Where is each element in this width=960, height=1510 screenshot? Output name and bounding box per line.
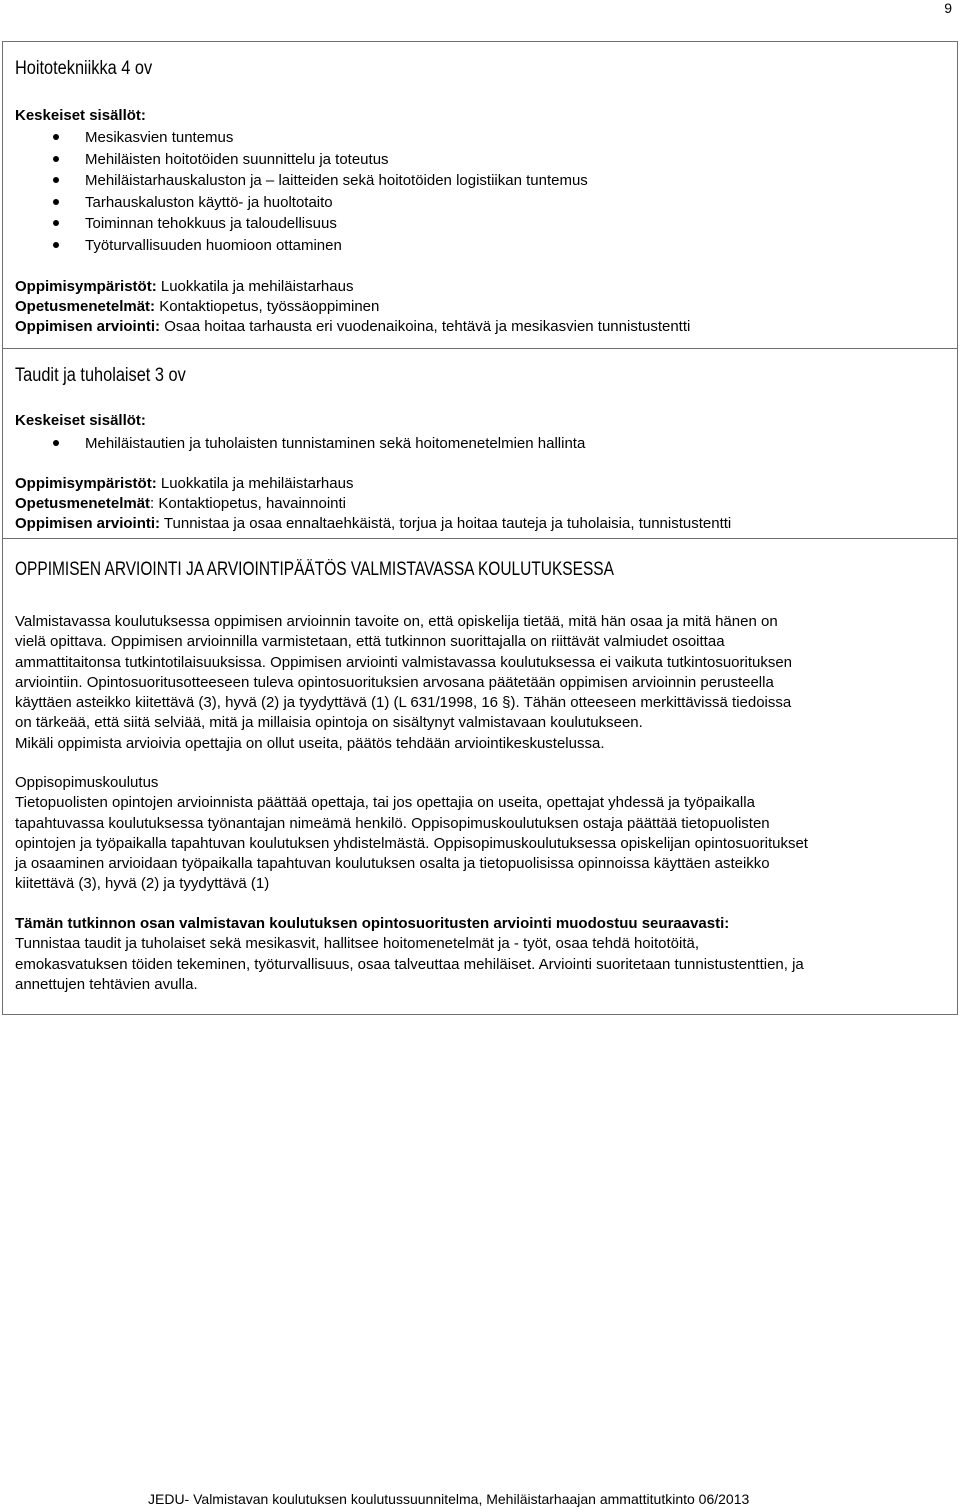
list-item: Mehiläisten hoitotöiden suunnittelu ja toteutus (3, 149, 588, 171)
content-frame (2, 41, 958, 1015)
bullet-icon (53, 199, 59, 205)
list-item: Toiminnan tehokkuus ja taloudellisuus (3, 213, 588, 235)
paragraph-heading: Tämän tutkinnon osan valmistavan koulutuksen opintosuoritusten arviointi muodostuu seuraavasti: (15, 915, 730, 932)
list-item: Työturvallisuuden huomioon ottaminen (3, 235, 588, 257)
page-footer: JEDU- Valmistavan koulutuksen koulutussuunnitelma, Mehiläistarhaajan ammattitutkinto 06/2013 (148, 1491, 750, 1507)
list-item: Mehiläistautien ja tuholaisten tunnistaminen sekä hoitomenetelmien hallinta (3, 433, 585, 455)
learning-environment: Oppimisympäristöt: Luokkatila ja mehiläistarhaus (15, 475, 354, 492)
bullet-icon (53, 440, 59, 446)
page-number: 9 (944, 0, 952, 16)
section-title: Taudit ja tuholaiset 3 ov (15, 365, 186, 386)
section-arviointi (3, 539, 957, 1014)
assessment: Oppimisen arviointi: Tunnistaa ja osaa ennaltaehkäistä, torjua ja hoitaa tauteja ja tuholaisia, tunnistustentti (15, 515, 732, 532)
contents-label: Keskeiset sisällöt: (15, 412, 146, 429)
assessment: Oppimisen arviointi: Osaa hoitaa tarhausta eri vuodenaikoina, tehtävä ja mesikasvien tunnistustentti (15, 318, 691, 335)
paragraph-heading: Oppisopimuskoulutus (15, 774, 159, 791)
bullet-icon (53, 242, 59, 248)
teaching-methods: Opetusmenetelmät: Kontaktiopetus, työssäoppiminen (15, 298, 380, 315)
contents-list (3, 433, 585, 455)
contents-label: Keskeiset sisällöt: (15, 107, 146, 124)
paragraph-grading: Tämän tutkinnon osan valmistavan koulutuksen opintosuoritusten arviointi muodostuu seuraavasti: Tunnistaa taudit ja tuholaiset sekä mesikasvit, hallitsee hoitomenetelmät ja - työt, osaa tehdä hoitotöitä, emokasvatuksen töiden tekeminen, työturvallisuus, osaa talveuttaa mehiläiset. Arviointi suoritetaan tunnistustenttien, ja annettujen tehtävien avulla. (15, 914, 949, 995)
section-taudit (3, 349, 957, 539)
contents-list (3, 127, 588, 256)
bullet-icon (53, 156, 59, 162)
list-item: Mesikasvien tuntemus (3, 127, 588, 149)
section-hoitotekniikka (3, 42, 957, 349)
list-item: Tarhauskaluston käyttö- ja huoltotaito (3, 192, 588, 214)
list-item: Mehiläistarhauskaluston ja – laitteiden sekä hoitotöiden logistiikan tuntemus (3, 170, 588, 192)
bullet-icon (53, 177, 59, 183)
teaching-methods: Opetusmenetelmät: Kontaktiopetus, havainnointi (15, 495, 347, 512)
paragraph-assessment-goal: Valmistavassa koulutuksessa oppimisen arvioinnin tavoite on, että opiskelija tietää, mitä hän osaa ja mitä hänen on vielä opittava. Oppimisen arvioinnilla varmistetaan, että tutkinnon suorittajalla on riittävät valmiudet osoittaa ammattitaitonsa tutkintotilaisuuksissa. Oppimisen arviointi valmistavassa koulutuksessa ei vaikuta tutkintosuorituksen arviointiin. Opintosuoritusotteeseen tuleva opintosuorituksien arvosana päätetään oppimisen arvioinnin perusteella käyttäen asteikko kiitettävä (3), hyvä (2) ja tyydyttävä (1) (L 631/1998, 16 §). Tähän otteeseen merkittävissä tiedoissa on tärkeää, että siitä selviää, mitä ja millaisia opintoja on sisältynyt valmistavaan koulutukseen. Mikäli oppimista arvioivia opettajia on ollut useita, päätös tehdään arviointikeskustelussa. (15, 613, 793, 752)
section-title: OPPIMISEN ARVIOINTI JA ARVIOINTIPÄÄTÖS VALMISTAVASSA KOULUTUKSESSA (15, 559, 614, 580)
paragraph-apprenticeship: Oppisopimuskoulutus Tietopuolisten opintojen arvioinnista päättää opettaja, tai jos opettajia on useita, opettajat yhdessä ja työpaikalla tapahtuvassa koulutuksessa työnantajan nimeämä henkilö. Oppisopimuskoulutuksen ostaja päättää tietopuolisten opintojen ja työpaikalla tapahtuvan koulutuksen yhdistelmästä. Oppisopimuskoulutuksessa opiskelijan opintosuoritukset ja osaaminen arvioidaan työpaikalla tapahtuvan koulutuksen osalta ja tietopuolisissa opinnoissa käyttäen asteikko kiitettävä (3), hyvä (2) ja tyydyttävä (1) (15, 773, 949, 895)
bullet-icon (53, 134, 59, 140)
bullet-icon (53, 220, 59, 226)
section-title: Hoitotekniikka 4 ov (15, 58, 153, 79)
learning-environment: Oppimisympäristöt: Luokkatila ja mehiläistarhaus (15, 278, 354, 295)
